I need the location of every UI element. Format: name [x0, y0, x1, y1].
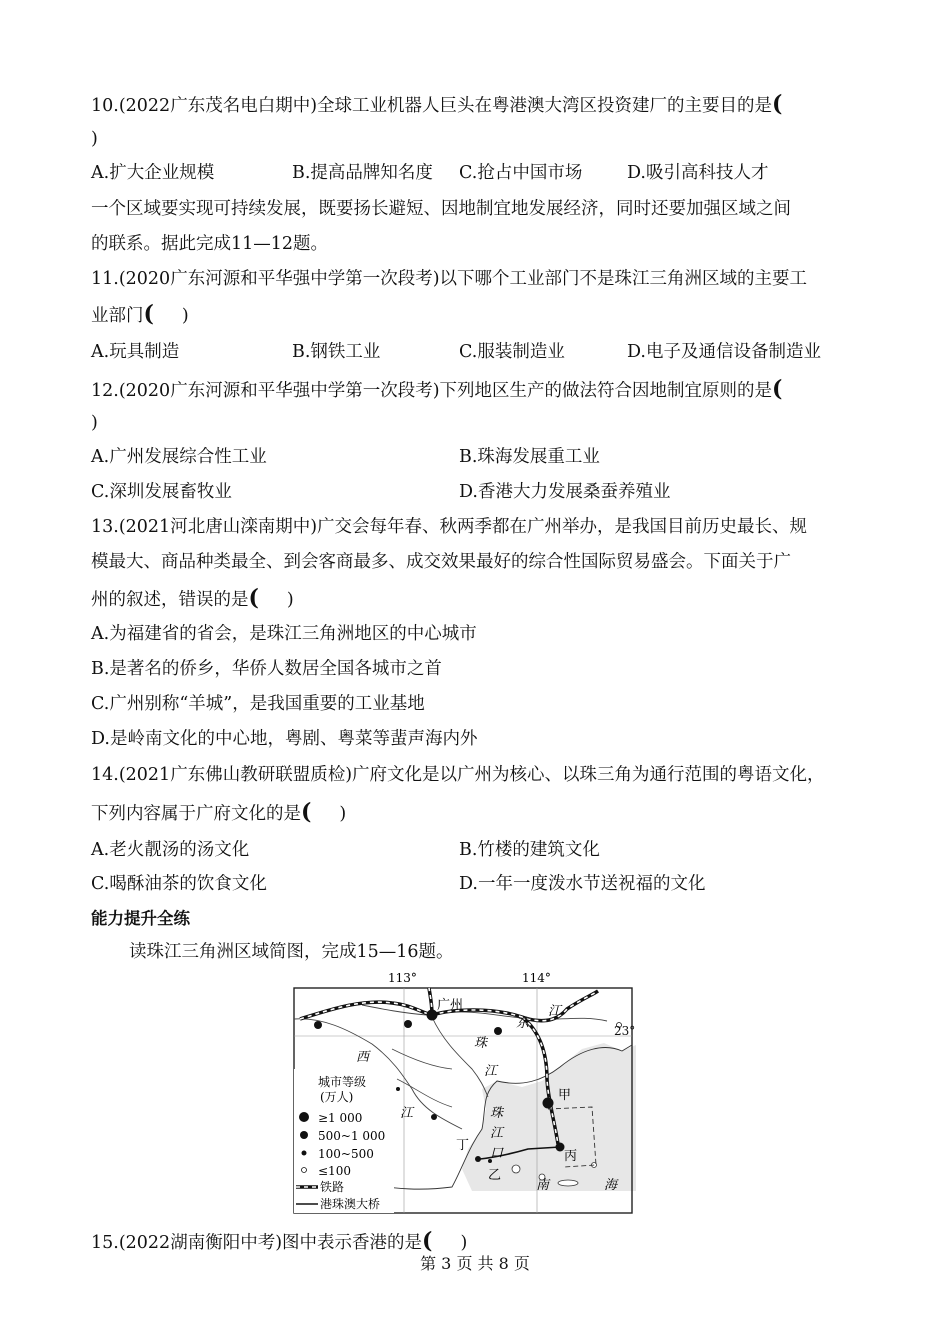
island: [512, 1165, 520, 1173]
label-jia: 甲: [558, 1088, 572, 1103]
label-ding: 丁: [456, 1138, 470, 1153]
q12-option-c: C.深圳发展畜牧业: [91, 482, 232, 502]
q14-stem-line2: 下列内容属于广府文化的是: [91, 804, 301, 824]
label-yi: 乙: [488, 1168, 502, 1183]
q14-paren-close: ): [339, 804, 347, 824]
q15-stem: 15.(2022湖南衡阳中考)图中表示香港的是: [91, 1233, 423, 1253]
island: [558, 1180, 578, 1186]
city: [431, 1114, 437, 1120]
lon-label-113: 113°: [388, 971, 417, 985]
q12-stem-line: [91, 378, 782, 402]
legend-item-5: 铁路: [320, 1180, 345, 1194]
river-zhujiang: [432, 1017, 488, 1097]
legend-item-3: 100~500: [318, 1147, 374, 1161]
legend-item-1: ≥1 000: [318, 1111, 363, 1125]
q11-option-b: B.钢铁工业: [292, 342, 381, 362]
label-south-sea-1: 南: [536, 1178, 550, 1193]
q14-option-b: B.竹楼的建筑文化: [459, 840, 600, 860]
q11-option-a: A.玩具制造: [91, 342, 180, 362]
q12-stem: 12.(2020广东河源和平华强中学第一次段考)下列地区生产的做法符合因地制宜原则的是: [91, 381, 773, 401]
city: [396, 1087, 400, 1091]
q11-paren-open: (: [143, 301, 154, 327]
label-zhujiang-1: 珠: [474, 1036, 488, 1051]
q11-option-d: D.电子及通信设备制造业: [627, 342, 821, 362]
city: [404, 1020, 412, 1028]
q13-paren-open: (: [248, 585, 259, 611]
label-zhujiang-2: 江: [484, 1064, 498, 1079]
q13-option-d: D.是岭南文化的中心地，粤剧、粤菜等蜚声海内外: [91, 729, 478, 749]
q10-stem-line: [91, 93, 782, 117]
q10-option-d: D.吸引高科技人才: [627, 163, 769, 183]
city: [494, 1027, 502, 1035]
legend-item-2: 500~1 000: [318, 1129, 386, 1143]
lon-label-114: 114°: [522, 971, 551, 985]
intro-11-12-line2: 的联系。据此完成11—12题。: [91, 234, 329, 254]
label-estuary-3: 口: [490, 1146, 504, 1161]
q10-option-a: A.扩大企业规模: [91, 163, 215, 183]
q11-stem-line2: 业部门: [91, 306, 144, 326]
q11-paren-close: ): [181, 306, 189, 326]
river-branch: [392, 1049, 452, 1069]
q10-option-b: B.提高品牌知名度: [292, 163, 433, 183]
city-guangzhou: [427, 1010, 438, 1021]
q12-option-a: A.广州发展综合性工业: [91, 447, 267, 467]
q14-stem-line1: 14.(2021广东佛山教研联盟质检)广府文化是以广州为核心、以珠三角为通行范围的粤语文化，: [91, 765, 825, 785]
label-bing: 丙: [564, 1149, 578, 1164]
q13-option-a: A.为福建省的省会，是珠江三角洲地区的中心城市: [91, 624, 477, 644]
q12-option-d: D.香港大力发展桑蚕养殖业: [459, 482, 671, 502]
q14-option-c: C.喝酥油茶的饮食文化: [91, 874, 267, 894]
q14-stem-line2-wrap: [91, 801, 346, 825]
q14-option-d: D.一年一度泼水节送祝福的文化: [459, 874, 706, 894]
q10-stem: 10.(2022广东茂名电白期中)全球工业机器人巨头在粤港澳大湾区投资建厂的主要目的是: [91, 96, 773, 116]
q12-option-b: B.珠海发展重工业: [459, 447, 600, 467]
label-dongjiang-2: 江: [548, 1004, 562, 1019]
city-jia: [543, 1098, 554, 1109]
legend-symbol-medium-city: [300, 1131, 308, 1139]
q15-paren-close: ): [460, 1233, 468, 1253]
page-footer: 第 3 页 共 8 页: [420, 1254, 530, 1273]
q13-stem-line2: 模最大、商品种类最全、到会客商最多、成交效果最好的综合性国际贸易盛会。下面关于广: [91, 552, 791, 572]
map-legend: [294, 1069, 394, 1213]
label-xijiang-2: 江: [400, 1106, 414, 1121]
legend-symbol-town: [302, 1168, 307, 1173]
legend-item-6: 港珠澳大桥: [320, 1197, 381, 1211]
label-guangzhou: 广州: [437, 998, 464, 1013]
city: [314, 1021, 322, 1029]
legend-symbol-small-city: [302, 1151, 307, 1156]
legend-title-1: 城市等级: [318, 1075, 367, 1089]
q11-stem-line1: 11.(2020广东河源和平华强中学第一次段考)以下哪个工业部门不是珠江三角洲区域的主要工: [91, 269, 808, 289]
q11-option-c: C.服装制造业: [459, 342, 565, 362]
q13-stem-line1: 13.(2021河北唐山滦南期中)广交会每年春、秋两季都在广州举办，是我国目前历史最长、规: [91, 517, 808, 537]
label-estuary-1: 珠: [490, 1106, 504, 1121]
river-branch: [397, 1079, 452, 1107]
q10-option-c: C.抢占中国市场: [459, 163, 583, 183]
q10-paren-open: (: [772, 91, 783, 117]
q13-paren-close: ): [286, 590, 294, 610]
q10-paren-close: ): [91, 129, 98, 149]
label-dongjiang-1: 东: [516, 1016, 530, 1031]
label-estuary-2: 江: [490, 1126, 504, 1141]
lat-label-23: 23°: [614, 1024, 636, 1038]
intro-11-12-line1: 一个区域要实现可持续发展，既要扬长避短、因地制宜地发展经济，同时还要加强区域之间: [91, 199, 791, 219]
q11-stem-line2-wrap: [91, 303, 189, 327]
q13-option-c: C.广州别称“羊城”，是我国重要的工业基地: [91, 694, 425, 714]
legend-symbol-large-city: [299, 1112, 309, 1122]
legend-item-4: ≤100: [318, 1164, 351, 1178]
q13-stem-line3: 州的叙述，错误的是: [91, 590, 249, 610]
label-south-sea-2: 海: [604, 1178, 618, 1193]
label-xijiang-1: 西: [356, 1050, 370, 1065]
q15-paren-open: (: [422, 1228, 433, 1254]
legend-title-2: (万人): [320, 1090, 354, 1104]
q12-paren-open: (: [772, 376, 783, 402]
q13-stem-line3-wrap: [91, 587, 294, 611]
q14-paren-open: (: [301, 799, 312, 825]
section-title: 能力提升全练: [91, 909, 190, 928]
pearl-river-delta-map: [292, 969, 636, 1215]
q15-stem-line: [91, 1230, 467, 1254]
q14-option-a: A.老火靓汤的汤文化: [91, 840, 250, 860]
city-ding: [475, 1156, 481, 1162]
q12-paren-close: ): [91, 413, 98, 433]
map-intro: 读珠江三角洲区域简图，完成15—16题。: [129, 942, 454, 962]
q13-option-b: B.是著名的侨乡，华侨人数居全国各城市之首: [91, 659, 442, 679]
